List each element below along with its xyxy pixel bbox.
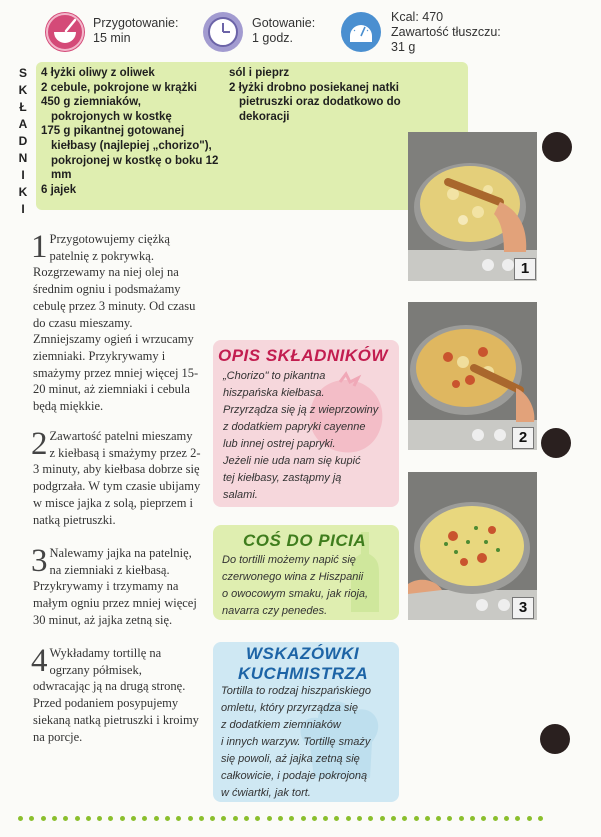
cook-time xyxy=(252,16,315,46)
step-number: 3 xyxy=(31,543,48,579)
footer-dot xyxy=(86,816,91,821)
chef-tips-line: się powoli, aż jajka zetną się xyxy=(221,753,360,765)
ingredient-item: sól i pieprz xyxy=(229,67,290,79)
footer-dot xyxy=(515,816,520,821)
footer-dot xyxy=(447,816,452,821)
opis-line: z dodatkiem papryki cayenne xyxy=(223,421,366,433)
footer-dot xyxy=(414,816,419,821)
drink-title: COŚ DO PICIA xyxy=(243,531,367,550)
kcal-value: Kcal: 470 xyxy=(391,10,444,24)
opis-text xyxy=(223,368,398,504)
footer-dot xyxy=(244,816,249,821)
opis-line: hiszpańska kiełbasa. xyxy=(223,387,325,399)
chef-tips-line: Tortilla to rodzaj hiszpańskiego xyxy=(221,685,372,697)
footer-dot xyxy=(108,816,113,821)
drink-line: czerwonego wina z Hiszpanii xyxy=(222,571,364,583)
footer-dot xyxy=(346,816,351,821)
scale-icon xyxy=(341,12,381,52)
ingredient-item: 6 jajek xyxy=(41,183,77,196)
ingredients-left xyxy=(41,66,231,197)
chef-tips-title-2: KUCHMISTRZA xyxy=(238,664,369,683)
footer-dot xyxy=(301,816,306,821)
footer-dot xyxy=(267,816,272,821)
footer-dot xyxy=(459,816,464,821)
drink-line: Do tortilli możemy napić się xyxy=(222,554,356,566)
opis-line: tej kiełbasy, zastąpmy ją xyxy=(223,472,342,484)
chef-tips-line: omletu, który przyrządza się xyxy=(221,702,358,714)
opis-line: lub innej ostrej papryki. xyxy=(223,438,336,450)
footer-dot xyxy=(425,816,430,821)
footer-dot xyxy=(391,816,396,821)
ingredient-item: 4 łyżki oliwy z oliwek xyxy=(41,67,155,79)
chef-tips-text xyxy=(221,683,399,802)
footer-dot xyxy=(504,816,509,821)
footer-dot xyxy=(176,816,181,821)
opis-line: „Chorizo" to pikantna xyxy=(223,370,326,382)
step-2 xyxy=(33,428,201,528)
step-number: 4 xyxy=(31,643,48,679)
footer-dot xyxy=(357,816,362,821)
footer-dot xyxy=(278,816,283,821)
cook-label: Gotowanie: xyxy=(252,16,316,30)
footer-dot xyxy=(210,816,215,821)
clock-icon xyxy=(203,12,243,52)
prep-label: Przygotowanie: xyxy=(93,16,179,30)
chef-tips-line: całkowicie, i podaje pokrojoną xyxy=(221,770,368,782)
footer-dot xyxy=(165,816,170,821)
footer-dot xyxy=(312,816,317,821)
opis-line: salami. xyxy=(223,489,258,501)
footer-dot xyxy=(63,816,68,821)
ingredients-right xyxy=(229,66,409,124)
prep-value: 15 min xyxy=(93,31,131,45)
ingredients-title: SKŁADNIKI xyxy=(16,66,30,219)
footer-dot xyxy=(538,816,543,821)
footer-dot xyxy=(52,816,57,821)
step-text: Wykładamy tortillę na ogrzany półmisek, odwracając ją na drugą stronę. Przed podaniem posypujemy siekaną natką pietruszki i kroimy na porcje. xyxy=(33,646,199,744)
photo-number: 1 xyxy=(514,258,536,280)
footer-dot xyxy=(380,816,385,821)
binder-hole xyxy=(540,724,570,754)
footer-dot xyxy=(18,816,23,821)
mixing-bowl-icon xyxy=(45,12,85,52)
opis-line: Przyrządza się ją z wieprzowiny xyxy=(223,404,379,416)
cook-value: 1 godz. xyxy=(252,31,294,45)
binder-hole xyxy=(541,428,571,458)
ingredient-item: 450 g ziemniaków, pokrojonych w kostkę xyxy=(41,96,172,123)
opis-title: OPIS SKŁADNIKÓW xyxy=(218,346,388,365)
binder-hole xyxy=(542,132,572,162)
footer-dot xyxy=(131,816,136,821)
footer-dot xyxy=(493,816,498,821)
drink-line: o owocowym smaku, jak rioja, xyxy=(222,588,369,600)
step-photo-1 xyxy=(408,132,537,281)
footer-dot xyxy=(323,816,328,821)
step-3 xyxy=(33,545,201,629)
chef-tips-title-1: WSKAZÓWKI xyxy=(246,644,360,663)
footer-dot xyxy=(255,816,260,821)
footer-dot xyxy=(75,816,80,821)
footer-dot xyxy=(142,816,147,821)
ingredient-item: 2 cebule, pokrojone w krążki xyxy=(41,81,197,94)
fat-label: Zawartość tłuszczu: xyxy=(391,25,501,39)
chef-tips-line: w ćwiartki, jak tort. xyxy=(221,787,311,799)
step-text: Przygotowujemy ciężką patelnię z pokrywką. Rozgrzewamy na niej olej na średnim ogniu i podsmażamy cebulę przez 3 minuty. Od czasu do czasu mieszamy. Zmniejszamy ogień i wrzucamy ziemniaki. Przykrywamy i smażymy przez mniej więcej 15-20 minut, aż ziemniaki i cebula będą miękkie. xyxy=(33,232,199,414)
footer-dot xyxy=(29,816,34,821)
chef-tips-line: i innych warzyw. Tortillę smaży xyxy=(221,736,371,748)
footer-dot xyxy=(402,816,407,821)
footer-dot xyxy=(154,816,159,821)
drink-line: navarra czy penedes. xyxy=(222,605,328,617)
ingredient-item: 2 łyżki drobno posiekanej natki pietruszki oraz dodatkowo do dekoracji xyxy=(229,81,401,123)
footer-dot xyxy=(470,816,475,821)
footer-dot xyxy=(199,816,204,821)
chef-tips-line: z dodatkiem ziemniaków xyxy=(221,719,341,731)
footer-dot xyxy=(436,816,441,821)
step-4 xyxy=(33,645,201,745)
footer-dot xyxy=(368,816,373,821)
kcal-info xyxy=(391,10,501,55)
footer-dot xyxy=(334,816,339,821)
footer-dot xyxy=(188,816,193,821)
footer-dot xyxy=(97,816,102,821)
footer-dot xyxy=(289,816,294,821)
step-number: 2 xyxy=(31,426,48,462)
ingredient-item: 175 g pikantnej gotowanej kiełbasy (najlepiej „chorizo"), pokrojonej w kostkę o boku 12 mm xyxy=(41,125,219,182)
footer-dot xyxy=(527,816,532,821)
opis-line: Jeżeli nie uda nam się kupić xyxy=(223,455,361,467)
footer-dot xyxy=(481,816,486,821)
footer-dot xyxy=(41,816,46,821)
step-number: 1 xyxy=(31,229,48,265)
footer-dot xyxy=(120,816,125,821)
step-photo-3 xyxy=(408,472,537,620)
photo-number: 3 xyxy=(512,597,534,619)
step-1 xyxy=(33,231,201,415)
step-text: Nalewamy jajka na patelnię, na ziemniaki z kiełbasą. Przykrywamy i trzymamy na małym ogniu przez mniej więcej 30 minut, aż jajka zetną się. xyxy=(33,546,197,627)
fat-value: 31 g xyxy=(391,40,416,54)
footer-dot xyxy=(233,816,238,821)
step-photo-2 xyxy=(408,302,537,450)
prep-time xyxy=(93,16,178,46)
photo-number: 2 xyxy=(512,427,534,449)
drink-text xyxy=(222,552,397,620)
footer-dot xyxy=(221,816,226,821)
step-text: Zawartość patelni mieszamy z kiełbasą i smażymy przez 2-3 minuty, aby kiełbasa dobrze się podgrzała. W tym czasie ubijamy w misce jajka z solą, pieprzem i natką pietruszki. xyxy=(33,429,201,527)
